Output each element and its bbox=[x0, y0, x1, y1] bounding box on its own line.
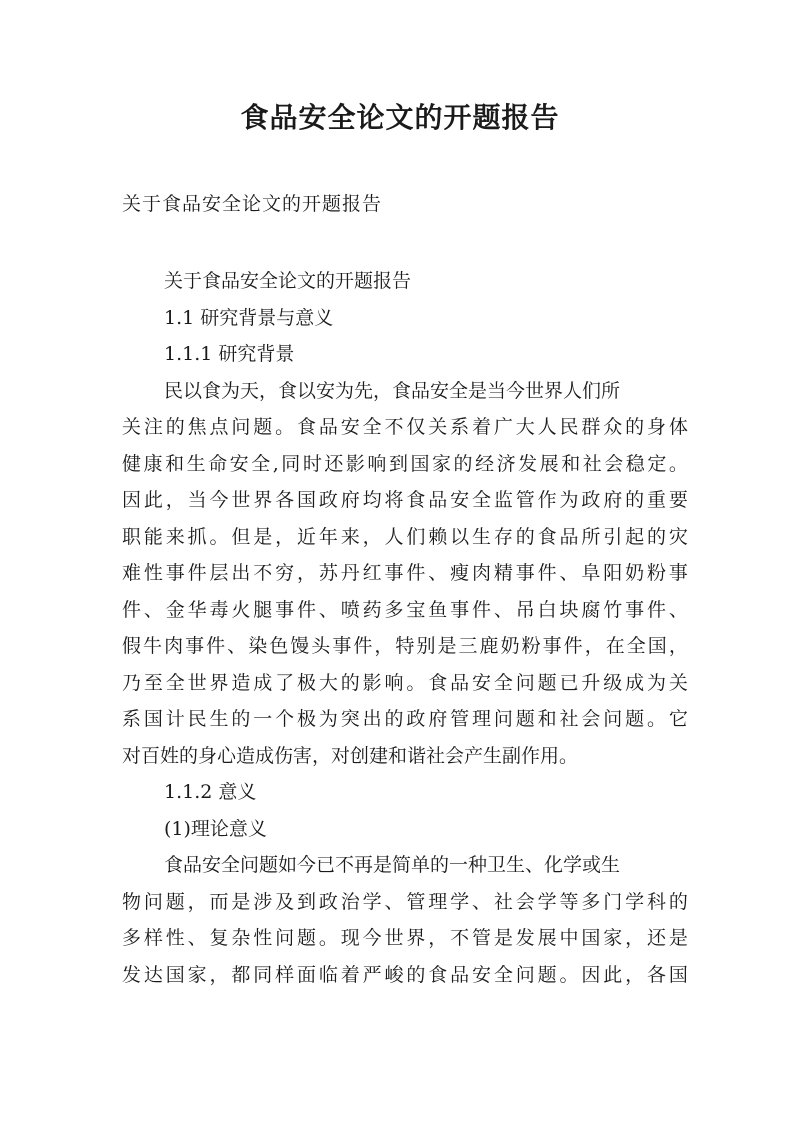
body-heading: 关于食品安全论文的开题报告 bbox=[164, 270, 412, 292]
paragraph-line: 多 样 性 、 复 杂 性 问 题 。 现 今 世 界 ， 不 管 是 发 展 中 国 家 ， 还 是 bbox=[122, 927, 688, 949]
paragraph-line: 对百姓的身心造成伤害，对创建和谐社会产生副作用。 bbox=[122, 744, 579, 767]
paragraph-line: 难 性 事 件 层 出 不 穷 ， 苏 丹 红 事 件 、 瘦 肉 精 事 件 、 阜 阳 奶 粉 事 bbox=[122, 562, 688, 584]
paragraph-line: 职 能 来 抓 。 但 是 ， 近 年 来 ， 人 们 赖 以 生 存 的 食 品 所 引 起 的 灾 bbox=[122, 525, 688, 548]
paragraph-line: 民以食为天，食以安为先，食品安全是当今世界人们所 bbox=[164, 379, 621, 402]
paragraph-line: 系 国 计 民 生 的 一 个 极 为 突 出 的 政 府 管 理 问 题 和 社 会 问 题 。 它 bbox=[122, 708, 688, 730]
section-heading-1-1-2: 1.1.2 意义 bbox=[164, 781, 257, 803]
paragraph-line: 乃 至 全 世 界 造 成 了 极 大 的 影 响 。 食 品 安 全 问 题 已 升 级 成 为 关 bbox=[122, 671, 688, 694]
paragraph-line: 件 、 金 华 毒 火 腿 事 件 、 喷 药 多 宝 鱼 事 件 、 吊 白 块 腐 竹 事 件 、 bbox=[122, 598, 688, 621]
paragraph-line: 健 康 和 生 命 安 全 , 同 时 还 影 响 到 国 家 的 经 济 发 展 和 社 会 稳 定 。 bbox=[122, 452, 688, 475]
section-heading-1-1: 1.1 研究背景与意义 bbox=[164, 306, 334, 329]
document-title: 食品安全论文的开题报告 bbox=[240, 101, 560, 134]
document-subtitle: 关于食品安全论文的开题报告 bbox=[122, 193, 383, 215]
paragraph-background bbox=[122, 373, 688, 775]
paragraph-line: 关 注 的 焦 点 问 题 。 食 品 安 全 不 仅 关 系 着 广 大 人 民 群 众 的 身 体 bbox=[122, 416, 688, 438]
section-heading-1-1-1: 1.1.1 研究背景 bbox=[164, 343, 295, 365]
paragraph-line: 发 达 国 家 ， 都 同 样 面 临 着 严 峻 的 食 品 安 全 问 题 。 因 此 ， 各 国 bbox=[122, 963, 688, 986]
paragraph-line: 物 问 题 ， 而 是 涉 及 到 政 治 学 、 管 理 学 、 社 会 学 等 多 门 学 科 的 bbox=[122, 890, 688, 913]
subsection-heading-theory: (1)理论意义 bbox=[164, 817, 267, 840]
document-body bbox=[122, 263, 688, 993]
paragraph-line: 假 牛 肉 事 件 、 染 色 馒 头 事 件 ， 特 别 是 三 鹿 奶 粉 事 件 ， 在 全 国 ， bbox=[122, 635, 688, 657]
paragraph-line: 食品安全问题如今已不再是简单的一种卫生、化学或生 bbox=[164, 854, 621, 876]
paragraph-significance bbox=[122, 847, 688, 993]
paragraph-line: 因 此 ， 当 今 世 界 各 国 政 府 均 将 食 品 安 全 监 管 作 为 政 府 的 重 要 bbox=[122, 489, 688, 511]
